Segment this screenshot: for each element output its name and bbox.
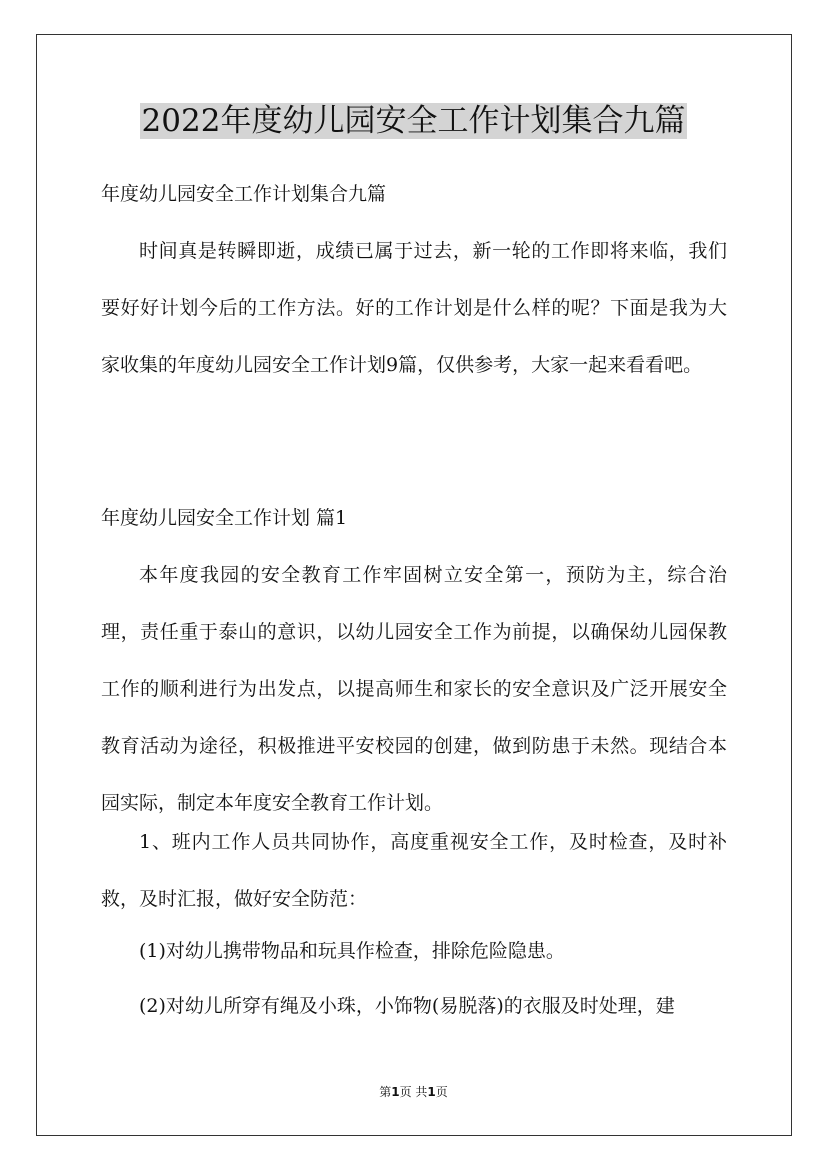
footer-page-prefix: 第	[379, 1085, 392, 1099]
document-title	[0, 100, 827, 142]
list-item-1: 1、班内工作人员共同协作，高度重视安全工作，及时检查，及时补救，及时汇报，做好安全防范：	[101, 831, 727, 910]
page-footer	[0, 1084, 827, 1100]
section-heading: 年度幼儿园安全工作计划 篇1	[101, 507, 348, 529]
footer-page-mid: 页 共	[399, 1085, 428, 1099]
footer-page-current: 1	[391, 1085, 400, 1099]
list-item-1-sub-2: (2)对幼儿所穿有绳及小珠，小饰物(易脱落)的衣服及时处理，建	[139, 995, 675, 1017]
footer-page-suffix: 页	[435, 1085, 448, 1099]
intro-paragraph: 时间真是转瞬即逝，成绩已属于过去，新一轮的工作即将来临，我们要好好计划今后的工作方法。好的工作计划是什么样的呢？下面是我为大家收集的年度幼儿园安全工作计划9篇，仅供参考，大家一起来看看吧。	[101, 240, 727, 376]
document-subtitle: 年度幼儿园安全工作计划集合九篇	[101, 183, 387, 205]
list-item-1-sub-1: (1)对幼儿携带物品和玩具作检查，排除危险隐患。	[139, 940, 565, 962]
footer-page-total: 1	[427, 1085, 436, 1099]
section-paragraph: 本年度我园的安全教育工作牢固树立安全第一，预防为主，综合治理，责任重于泰山的意识，以幼儿园安全工作为前提，以确保幼儿园保教工作的顺利进行为出发点，以提高师生和家长的安全意识及广泛开展安全教育活动为途径，积极推进平安校园的创建，做到防患于未然。现结合本园实际，制定本年度安全教育工作计划。	[101, 564, 727, 814]
document-title-text: 2022年度幼儿园安全工作计划集合九篇	[141, 103, 686, 139]
